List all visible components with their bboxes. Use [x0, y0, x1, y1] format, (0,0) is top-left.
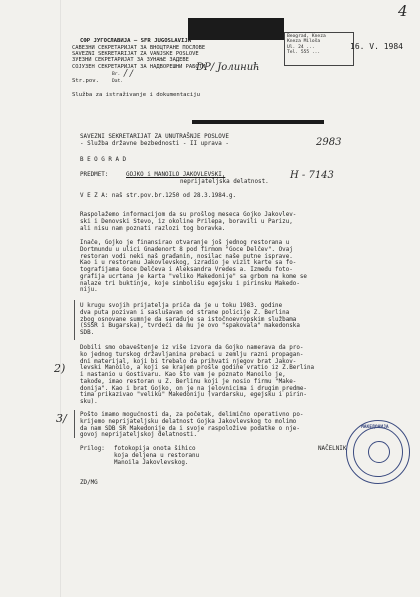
body-line: dva puta pozivan i saslušavan od strane policije Z. Berlina	[80, 309, 290, 316]
stamp-line: Beograd, Kneza	[287, 34, 326, 39]
paragraph-5	[80, 412, 303, 439]
city-line: B E O G R A D	[80, 157, 127, 163]
margin-mark: 2)	[54, 362, 66, 375]
body-line: Dortmundu u ulici Gnadenort 8 pod firmom "Goce Delčev". Ovaj	[80, 246, 293, 253]
body-line: SDB.	[80, 330, 95, 336]
handwritten-code: H - 7143	[290, 170, 334, 181]
margin-stroke	[74, 300, 75, 340]
body-line: donija". Kao i brat Gojko, on je na jelovnicima i drugim predme-	[80, 385, 307, 392]
margin-mark: 3/	[56, 412, 67, 425]
redaction-bar-middle	[192, 120, 324, 124]
body-line: U krugu svojih prijatelja priča da je u toku 1983. godine	[80, 303, 283, 309]
redaction-bar-top	[188, 18, 284, 40]
ministry-line: САВЕЗНИ СЕКРЕТАРИЈАТ ЗА ВНОЦТРАНЕ ПОСЛОВЕ	[72, 45, 206, 51]
body-line: Kao i u restoranu Jakovlevskog, izradio je vizit karte sa fo-	[80, 260, 297, 267]
round-stamp-inner-ring	[353, 427, 403, 477]
ministry-line: СОЈУЗЕН СЕКРЕТАРИЈАТ ЗА НАДВОРЕШНИ РАБОТИ	[72, 63, 206, 70]
body-line: ski i Denovski Stevo, iz okoline Prilepa, boravili u Parizu,	[80, 218, 293, 225]
body-line: Raspolažemo informacijom da su prošlog meseca Gojko Jakovlev-	[80, 212, 297, 218]
signature-title: NAČELNIK	[318, 446, 347, 452]
body-line: Dobili smo obaveštenje iz više izvora da Gojko namerava da pro-	[80, 345, 304, 351]
recipient-line-1: SAVEZNI SEKRETARIJAT ZA UNUTRAŠNJE POSLOVE	[80, 134, 229, 140]
initials: ZD/MG	[80, 480, 98, 486]
body-line: i nastanio u Gostivaru. Kao što vam je poznato Manoilo je,	[80, 372, 286, 378]
round-stamp-text: МАКЕДОНИЈА	[361, 425, 389, 430]
registry-stamp	[284, 32, 354, 66]
str-pov-label: Str.pov.	[72, 78, 99, 84]
predmet-text: GOJKO i MANOILO JAKOVLEVSKI,	[126, 172, 226, 178]
body-line: krijemo neprijateljsku delatnost Gojka Jakovlevskog to molimo	[80, 418, 297, 425]
attachment-line: koja deljena u restoranu	[114, 452, 200, 459]
body-line: Pošto imamo mogućnosti da, za početak, delimično operativno po-	[80, 412, 304, 418]
body-line: tografijama Goce Delčeva i Aleksandra Vredes a. Između foto-	[80, 267, 293, 273]
body-line: dni materijal, koji bi trebalo da prihvati njegov brat Jakov-	[80, 358, 297, 365]
corner-number: 4	[398, 2, 408, 20]
body-line: zbog osnovane sumnje da sarađuje sa istočnoevropskim službama	[80, 316, 297, 323]
body-line: tima prikazivao "veliku" Makedoniju (vardarsku, egejsku i pirin-	[80, 392, 307, 399]
stamp-date: 16. V. 1984	[350, 42, 403, 51]
body-line: grafija ucrtana je karta "veliko Makedonije" sa grbom na kome se	[80, 273, 307, 280]
str-pov-scribble: / ∕	[124, 69, 133, 79]
body-line: niju.	[80, 287, 98, 294]
stamp-line: Ul. 24 ...	[287, 44, 315, 50]
body-line: govoj neprijateljskoj delatnosti.	[80, 432, 198, 439]
attachment-label: Prilog:	[80, 446, 105, 452]
body-line: (SSSR i Bugarska), tvrdeći da mu je ovo "spakovala" makedonska	[80, 323, 300, 330]
predmet-sub: neprijateljska delatnost.	[180, 179, 269, 185]
body-line: ali nisu nam poznati razlozi tog boravka.	[80, 225, 226, 232]
sluzba-line: Služba za istraživanje i dokumentaciju	[72, 92, 200, 98]
attachment-line: fotokopija onota šihico	[114, 446, 196, 452]
paragraph-4	[80, 345, 314, 406]
stamp-line: Kneza Miloša	[287, 39, 321, 45]
stamp-line: Tel. 555 ...	[287, 50, 321, 56]
body-line: levski Manoilo, a koji se krajem prošle godine vratio iz Z.Berlina	[80, 365, 315, 372]
ministry-line: SAVEZNI SEKRETARIJAT ZA VANJSKE POSLOVE	[72, 51, 199, 58]
body-line: da nam SDB SR Makedonije da i svoje raspoložive podatke o nje-	[80, 425, 300, 432]
veza-line: V E Z A: naš str.pov.br.1250 od 28.3.1984.g.	[80, 193, 237, 199]
paragraph-1	[80, 212, 296, 232]
scan-edge-line	[60, 0, 61, 597]
dat-label: Dat.	[112, 79, 124, 84]
paragraph-2	[80, 240, 307, 294]
body-line: takođe, imao restoran u Z. Berlinu koji je nosio firmu "Make-	[80, 378, 297, 385]
ministry-line: ЗУЕЗНИ СЕКРЕТАРИЈАТ ЗА ЗУНАЊЕ ЗАДЕВЕ	[72, 57, 189, 64]
body-line: restoran vodi neki naš građanin, nosilac naše putne isprave.	[80, 253, 293, 260]
body-line: ko jednog turskog državljanina prebaci u zemlju razni propagan-	[80, 351, 304, 358]
br-label: Br.	[112, 72, 121, 77]
recipient-line-2: - Služba državne bezbednosti - II uprava -	[80, 141, 229, 147]
sfrj-header: СФР ЈУГОСЛАВИЈА — SFR JUGOSLAVIJA	[80, 38, 192, 44]
handwritten-number: 2983	[316, 137, 342, 148]
body-line: nalaze tri buktinje, koje simbolišu egejsku i pirinsku Makedo-	[80, 280, 300, 287]
attachment-lines	[114, 446, 199, 466]
margin-stroke	[74, 410, 75, 438]
predmet-label: PREDMET:	[80, 172, 109, 178]
round-stamp	[346, 420, 410, 484]
handwritten-reference: DP/ Јолинић	[196, 62, 260, 73]
body-line: Inače, Gojko je finansirao otvaranje još jednog restorana u	[80, 240, 290, 246]
attachment-line: Manoila Jakovlevskog.	[114, 459, 189, 466]
body-line: sku).	[80, 399, 98, 405]
ministry-lines	[72, 45, 205, 70]
paragraph-3	[80, 303, 300, 337]
